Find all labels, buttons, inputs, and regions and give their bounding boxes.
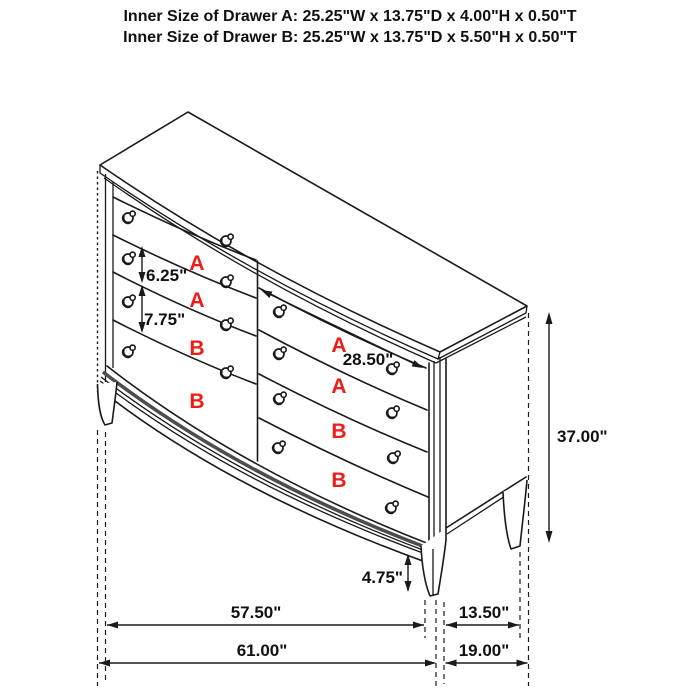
dim-depth-between-legs [446,603,519,629]
dim-front-width-between-legs [107,603,424,629]
left-drawer-1-label: A [189,252,205,275]
arrowhead-right-icon [508,622,519,629]
right-drawer-4-label: B [331,469,347,492]
dim-label-overall-height: 37.00" [557,427,608,446]
dim-label-drawer-b-height: 7.75" [144,310,186,329]
arrowhead-downright-icon [412,360,423,368]
arrowhead-up-icon [139,285,146,296]
drawer-knob-icon [274,347,286,359]
dim-label-overall-width: 61.00" [236,641,288,660]
drawer-knob-icon [273,441,285,453]
arrowhead-upleft-icon [261,290,272,298]
left-col-divider-3 [113,320,256,384]
dim-overall-height [546,312,608,543]
drawer-a-inner-size-text: Inner Size of Drawer A: 25.25"W x 13.75"D x 4.00"H x 0.50"T [123,8,577,25]
dim-label-front-width: 57.50" [230,603,282,622]
drawer-knob-icon [221,318,233,330]
rail-lower-curve-1 [101,377,431,553]
arrowhead-right-icon [425,660,436,667]
dim-label-drawer-width: 28.50" [342,350,394,369]
arrowhead-down-icon [139,272,146,283]
arrowhead-up-icon [546,312,553,324]
dim-drawer-a-height [139,246,188,285]
drawer-knob-icon [274,305,286,317]
left-side-edge [98,171,114,392]
drawer-knob-icon [387,406,399,418]
drawer-knob-icon [386,501,398,513]
arrowhead-down-icon [405,581,412,592]
left-drawer-3-label: B [189,337,205,360]
drawer-knob-icon [388,451,400,463]
dim-label-depth-between-legs: 13.50" [458,603,510,622]
dim-drawer-b-height [139,285,186,333]
drawer-knob-icon [221,366,233,378]
drawer-knob-icon [123,295,135,307]
rail-top-curve [107,366,429,544]
back-right-leg [503,480,527,549]
drawer-knob-icon [123,252,135,264]
bottom-rail [98,366,431,564]
right-drawer-2-label: A [331,375,347,398]
drawer-knob-icon [274,392,286,404]
arrowhead-left-icon [446,622,457,629]
arrowhead-left-icon [446,660,457,667]
arrowhead-left-icon [107,622,118,629]
left-drawer-4-label: B [189,390,205,413]
left-drawer-2-label: A [189,289,205,312]
drawer-knob-icon [221,275,233,287]
dim-label-leg-height: 4.75" [361,568,403,587]
arrowhead-right-icon [517,660,528,667]
right-drawer-1-label: A [331,334,347,357]
arrowhead-left-icon [99,660,110,667]
dim-overall-width [99,641,436,667]
arrowhead-down-icon [546,531,553,543]
dim-overall-depth [446,641,528,667]
drawer-knob-icon [123,345,135,357]
dim-label-overall-depth: 19.00" [458,641,510,660]
dim-label-drawer-a-height: 6.25" [146,266,188,285]
drawer-b-inner-size-text: Inner Size of Drawer B: 25.25"W x 13.75"D x 5.50"H x 0.50"T [123,28,577,46]
right-drawer-3-label: B [331,420,347,443]
drawer-knob-icon [123,211,135,223]
dim-leg-height [362,554,412,592]
front-left-leg [98,382,118,425]
arrowhead-right-icon [413,622,424,629]
